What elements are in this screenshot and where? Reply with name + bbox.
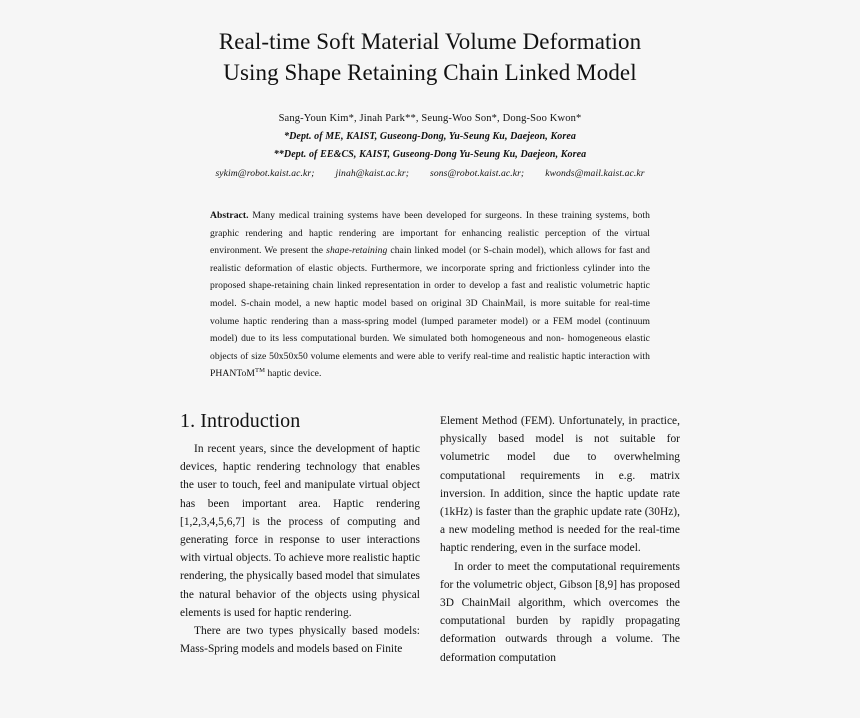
left-column-paragraph-2: There are two types physically based models: Mass-Spring models and models based on Finite: [180, 625, 420, 656]
title-block: [0, 0, 860, 88]
left-column-paragraph-1: In recent years, since the development of haptic devices, haptic rendering technology that enables the user to touch, feel and manipulate virtual object has been important area. Haptic rendering [1,2,3,4,5,6,7] is the process of computing and generating force in response to user interactions with virtual objects. To achieve more realistic haptic rendering, the physically based model that simulates the natural behavior of the objects using physical elements is used for haptic rendering.: [180, 443, 420, 619]
section-heading-introduction: 1. Introduction: [180, 410, 301, 432]
abstract-emphasis: shape-retaining: [326, 245, 388, 257]
author-names: Sang-Youn Kim*, Jinah Park**, Seung-Woo Son*, Dong-Soo Kwon*: [278, 113, 582, 124]
page-title-line-1: Real-time Soft Material Volume Deformation: [218, 29, 642, 54]
email-3: sons@robot.kaist.ac.kr;: [430, 168, 525, 179]
author-emails: [0, 165, 860, 183]
email-4: kwonds@mail.kaist.ac.kr: [545, 168, 645, 179]
abstract-label: Abstract.: [210, 210, 249, 221]
abstract-block: [210, 207, 650, 383]
affiliation-1: *Dept. of ME, KAIST, Guseong-Dong, Yu-Seung Ku, Daejeon, Korea: [284, 131, 576, 142]
abstract-text-part-3: haptic device.: [265, 368, 322, 380]
email-2: jinah@kaist.ac.kr;: [335, 168, 410, 179]
body-columns: [180, 408, 680, 667]
right-column: [440, 408, 680, 667]
right-column-paragraph-2: In order to meet the computational requirements for the volumetric object, Gibson [8,9] has proposed 3D ChainMail algorithm, which overcomes the computational burden by rapidly propagating deformation outwards through a volume. The deformation computation: [440, 560, 680, 664]
authors-block: [0, 110, 860, 183]
page-title-line-2: Using Shape Retaining Chain Linked Model: [223, 60, 637, 85]
abstract-text-part-2: chain linked model (or S-chain model), which allows for fast and realistic deformation of elastic objects. Furthermore, we incorporate spring and frictionless cylinder into the proposed shape-retaining chain linked representation in order to develop a fast and realistic volumetric haptic model. S-chain model, a new haptic model based on original 3D ChainMail, is more suitable for real-time volume haptic rendering than a mass-spring model (lumped parameter model) or a FEM model (continuum model) due to its less computational burden. We simulated both homogeneous and non- homogeneous elastic objects of size 50x50x50 volume elements and were able to verify real-time and realistic haptic interaction with PHANToM: [210, 245, 650, 380]
abstract-trademark-superscript: TM: [255, 367, 265, 375]
right-column-paragraph-1: Element Method (FEM). Unfortunately, in practice, physically based model is not suitable for volumetric model due to overwhelming computational requirements in e.g. matrix inversion. In addition, since the haptic update rate (1kHz) is faster than the graphic update rate (30Hz), a new modeling method is needed for the real-time haptic rendering, even in the surface model.: [440, 415, 680, 555]
affiliation-2: **Dept. of EE&CS, KAIST, Guseong-Dong Yu-Seung Ku, Daejeon, Korea: [273, 149, 587, 160]
email-1: sykim@robot.kaist.ac.kr;: [215, 168, 315, 179]
abstract-text-part-1: Many medical training systems have been developed for surgeons. In these training systems, both graphic rendering and haptic rendering are important for enhancing realistic perception of the virtual environment. We present the: [210, 210, 650, 257]
left-column: [180, 408, 420, 667]
